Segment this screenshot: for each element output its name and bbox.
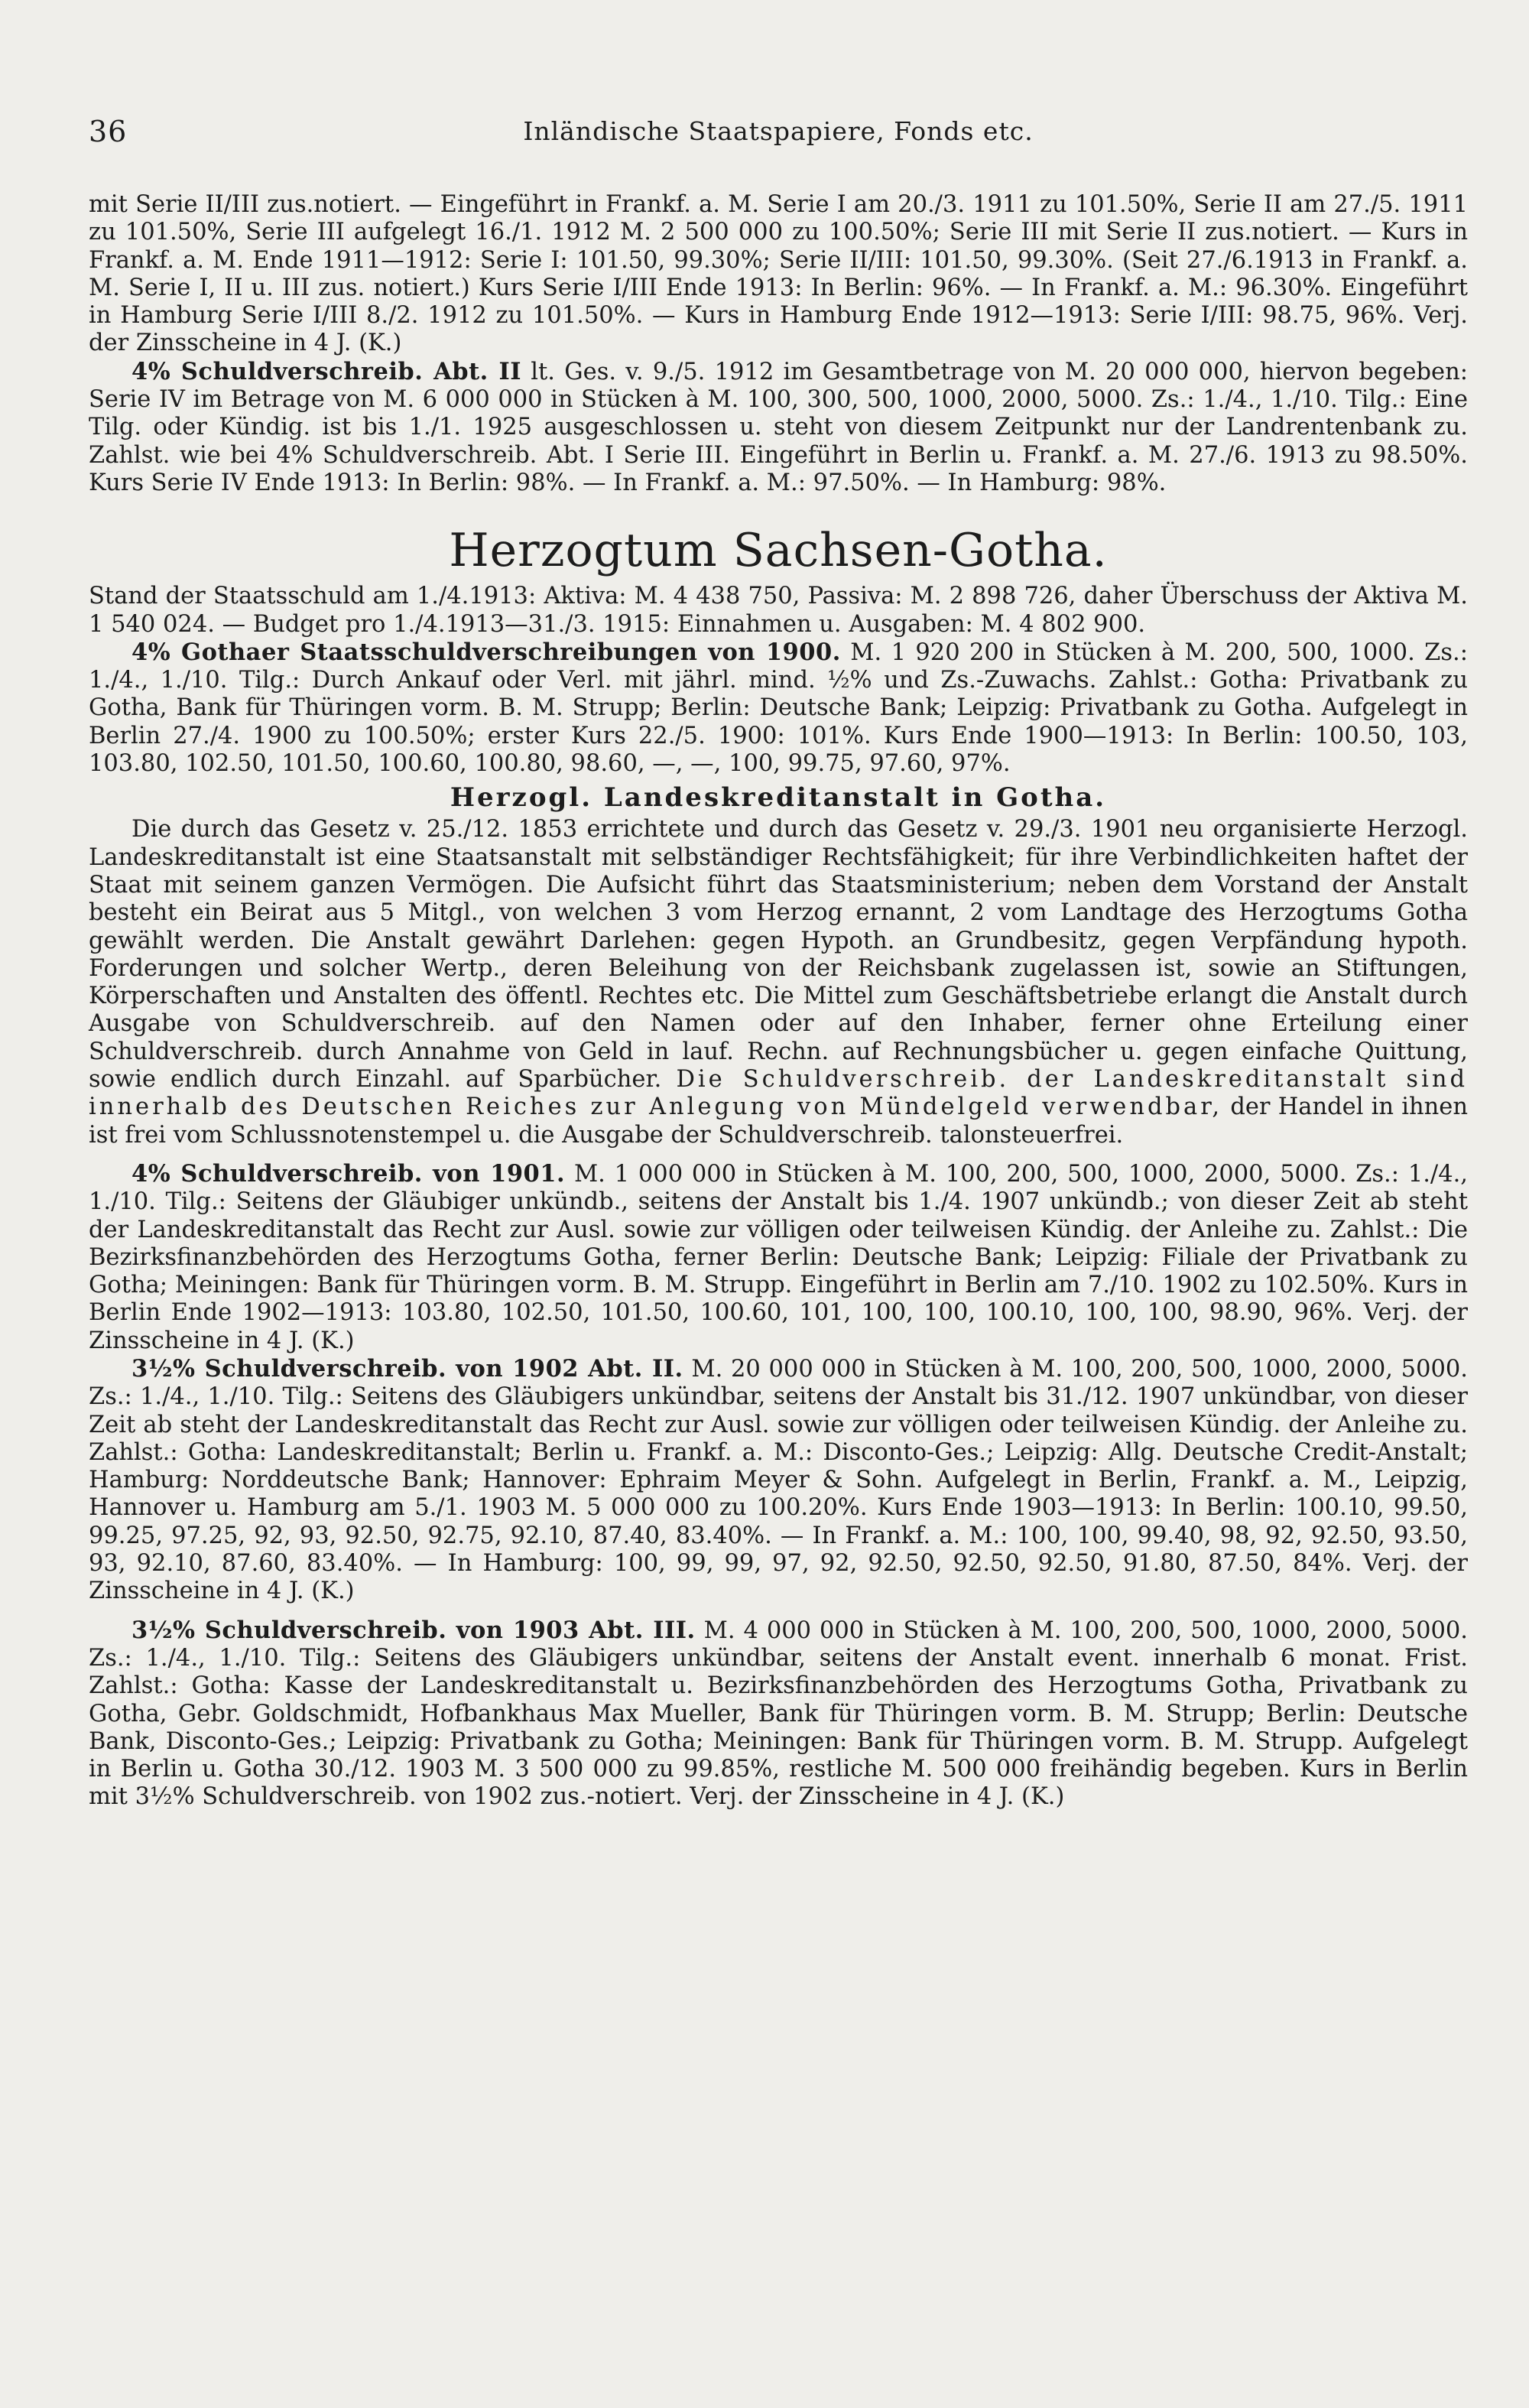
bank-loan-1902 [89, 1355, 1468, 1606]
bank-loan-text: M. 1 000 000 in Stücken à M. 100, 200, 500, 1000, 2000, 5000. Zs.: 1./4., 1./10. Tilg.: Seitens der Gläubiger unkündb., seitens der Anstalt bis 1./4. 1907 unkündb.; von dieser Zeit ab steht der Landeskreditanstalt das Recht zur Ausl. sowie zur völligen oder teilweisen Kündig. der Anleihe zu. Zahlst.: Die Bezirksfinanzbehörden des Herzogtums Gotha, ferner Berlin: Deutsche Bank; Leipzig: Filiale der Privatbank zu Gotha; Meiningen: Bank für Thüringen vorm. B. M. Strupp. Eingeführt in Berlin am 7./10. 1902 zu 102.50%. Kurs in Berlin Ende 1902—1913: 103.80, 102.50, 101.50, 100.60, 101, 100, 100, 100.10, 100, 100, 98.90, 96%. Verj. der Zinsscheine in 4 J. (K.) [89, 1160, 1468, 1354]
bank-description-b: der Handel in ihnen ist frei vom Schlussnotenstempel u. die Ausgabe der Schuldverschreib. talonsteuerfrei. [89, 1094, 1468, 1149]
bank-loan-lead: 3½% Schuldverschreib. von 1902 Abt. II. [131, 1354, 683, 1383]
loan-abt2-lead: 4% Schuldverschreib. Abt. II [131, 357, 522, 385]
bank-title: Herzogl. Landeskreditanstalt in Gotha. [450, 782, 1107, 814]
bank-loan-1903 [89, 1617, 1468, 1812]
bank-description-a: Die durch das Gesetz v. 25./12. 1853 errichtete und durch das Gesetz v. 29./3. 1901 neu organisierte Herzogl. Landeskreditanstalt ist eine Staatsanstalt mit selbständiger Rechtsfähigkeit; für ihre Verbindlichkeiten haftet der Staat mit seinem ganzen Vermögen. Die Aufsicht führt das Staatsministerium; neben dem Vorstand der Anstalt besteht ein Beirat aus 5 Mitgl., von welchen 3 vom Herzog ernannt, 2 vom Landtage des Herzogtums Gotha gewählt werden. Die Anstalt gewährt Darlehen: gegen Hypoth. an Grundbesitz, gegen Verpfändung hypoth. Forderungen und solcher Wertp., deren Beleihung von der Reichsbank zugelassen ist, sowie an Stiftungen, Körperschaften und Anstalten des öffentl. Rechtes etc. Die Mittel zum Geschäftsbetriebe erlangt die Anstalt durch Ausgabe von Schuldverschreib. auf den Namen oder auf den Inhaber, ferner ohne Erteilung einer Schuldverschreib. durch Annahme von Geld in lauf. Rechn. auf Rechnungsbücher u. gegen einfache Quittung, sowie endlich durch Einzahl. auf Sparbücher. [89, 816, 1468, 1094]
running-header [89, 115, 1468, 153]
bank-loan-1901 [89, 1160, 1468, 1355]
bank-loan-text: M. 20 000 000 in Stücken à M. 100, 200, 500, 1000, 2000, 5000. Zs.: 1./4., 1./10. Tilg.: Seitens des Gläubigers unkündbar, seitens der Anstalt bis 31./12. 1907 unkündbar, von dieser Zeit ab steht der Landeskreditanstalt das Recht zur Ausl. sowie zur völligen oder teilweisen Kündig. der Anleihe zu. Zahlst.: Gotha: Landeskreditanstalt; Berlin u. Frankf. a. M.: Disconto-Ges.; Leipzig: Allg. Deutsche Credit-Anstalt; Hamburg: Norddeutsche Bank; Hannover: Ephraim Meyer & Sohn. Aufgelegt in Berlin, Frankf. a. M., Leipzig, Hannover u. Hamburg am 5./1. 1903 M. 5 000 000 zu 100.20%. Kurs Ende 1903—1913: In Berlin: 100.10, 99.50, 99.25, 97.25, 92, 93, 92.50, 92.75, 92.10, 87.40, 83.40%. — In Frankf. a. M.: 100, 100, 99.40, 98, 92, 92.50, 93.50, 93, 92.10, 87.60, 83.40%. — In Hamburg: 100, 99, 99, 97, 92, 92.50, 92.50, 92.50, 91.80, 87.50, 84%. Verj. der Zinsscheine in 4 J. (K.) [89, 1355, 1468, 1605]
running-title: Inländische Staatspapiere, Fonds etc. [523, 116, 1034, 146]
spacer [89, 1149, 1468, 1160]
bank-description-spaced: Die Schuldverschreib. der Landeskreditanstalt sind innerhalb des Deutschen Reiches zur Anlegung von Mündelgeld verwendbar, [89, 1066, 1468, 1121]
bank-description [89, 816, 1468, 1149]
loan-abt2-text: lt. Ges. v. 9./5. 1912 im Gesamtbetrage von M. 20 000 000, hiervon begeben: Serie IV im Betrage von M. 6 000 000 in Stücken à M. 100, 300, 500, 1000, 2000, 5000. Zs.: 1./4., 1./10. Tilg.: Eine Tilg. oder Kündig. ist bis 1./1. 1925 ausgeschlossen u. steht von diesem Zeitpunkt nur der Landrentenbank zu. Zahlst. wie bei 4% Schuldverschreib. Abt. I Serie III. Eingeführt in Berlin u. Frankf. a. M. 27./6. 1913 zu 98.50%. Kurs Serie IV Ende 1913: In Berlin: 98%. — In Frankf. a. M.: 97.50%. — In Hamburg: 98%. [89, 358, 1468, 496]
gotha-loan-lead: 4% Gothaer Staatsschuldverschreibungen von 1900. [131, 638, 841, 666]
continuation-paragraph: mit Serie II/III zus.notiert. — Eingeführt in Frankf. a. M. Serie I am 20./3. 1911 zu 101.50%, Serie II am 27./5. 1911 zu 101.50%, Serie III aufgelegt 16./1. 1912 M. 2 500 000 zu 100.50%; Serie III mit Serie II zus.notiert. — Kurs in Frankf. a. M. Ende 1911—1912: Serie I: 101.50, 99.30%; Serie II/III: 101.50, 99.30%. (Seit 27./6.1913 in Frankf. a. M. Serie I, II u. III zus. notiert.) Kurs Serie I/III Ende 1913: In Berlin: 96%. — In Frankf. a. M.: 96.30%. Eingeführt in Hamburg Serie I/III 8./2. 1912 zu 101.50%. — Kurs in Hamburg Ende 1912—1913: Serie I/III: 98.75, 96%. Verj. der Zinsscheine in 4 J. (K.) [89, 191, 1468, 357]
bank-loan-lead: 3½% Schuldverschreib. von 1903 Abt. III. [131, 1616, 696, 1644]
bank-loan-lead: 4% Schuldverschreib. von 1901. [131, 1159, 566, 1188]
bank-loan-text: M. 4 000 000 in Stücken à M. 100, 200, 500, 1000, 2000, 5000. Zs.: 1./4., 1./10. Tilg.: Seitens des Gläubigers unkündbar, seitens der Anstalt event. innerhalb 6 monat. Frist. Zahlst.: Gotha: Kasse der Landeskreditanstalt u. Bezirksfinanzbehörden des Herzogtums Gotha, Privatbank zu Gotha, Gebr. Goldschmidt, Hofbankhaus Max Mueller, Bank für Thüringen vorm. B. M. Strupp; Berlin: Deutsche Bank, Disconto-Ges.; Leipzig: Privatbank zu Gotha; Meiningen: Bank für Thüringen vorm. B. M. Strupp. Aufgelegt in Berlin u. Gotha 30./12. 1903 M. 3 500 000 zu 99.85%, restliche M. 500 000 freihändig begeben. Kurs in Berlin mit 3½% Schuldverschreib. von 1902 zus.-notiert. Verj. der Zinsscheine in 4 J. (K.) [89, 1617, 1468, 1811]
page-number: 36 [89, 115, 128, 148]
section-intro: Stand der Staatsschuld am 1./4.1913: Aktiva: M. 4 438 750, Passiva: M. 2 898 726, daher Überschuss der Aktiva M. 1 540 024. — Budget pro 1./4.1913—31./3. 1915: Einnahmen u. Ausgaben: M. 4 802 900. [89, 583, 1468, 638]
loan-abt2-paragraph [89, 358, 1468, 497]
spacer [89, 1606, 1468, 1617]
page-body [89, 191, 1468, 1812]
gotha-loan-text: M. 1 920 200 in Stücken à M. 200, 500, 1000. Zs.: 1./4., 1./10. Tilg.: Durch Ankauf oder Verl. mit jährl. mind. ½% und Zs.-Zuwachs. Zahlst.: Gotha: Privatbank zu Gotha, Bank für Thüringen vorm. B. M. Strupp; Berlin: Deutsche Bank; Leipzig: Privatbank zu Gotha. Aufgelegt in Berlin 27./4. 1900 zu 100.50%; erster Kurs 22./5. 1900: 101%. Kurs Ende 1900—1913: In Berlin: 100.50, 103, 103.80, 102.50, 101.50, 100.60, 100.80, 98.60, —, —, 100, 99.75, 97.60, 97%. [89, 639, 1468, 778]
gotha-loan-paragraph [89, 639, 1468, 778]
section-title: Herzogtum Sachsen-Gotha. [449, 524, 1108, 578]
